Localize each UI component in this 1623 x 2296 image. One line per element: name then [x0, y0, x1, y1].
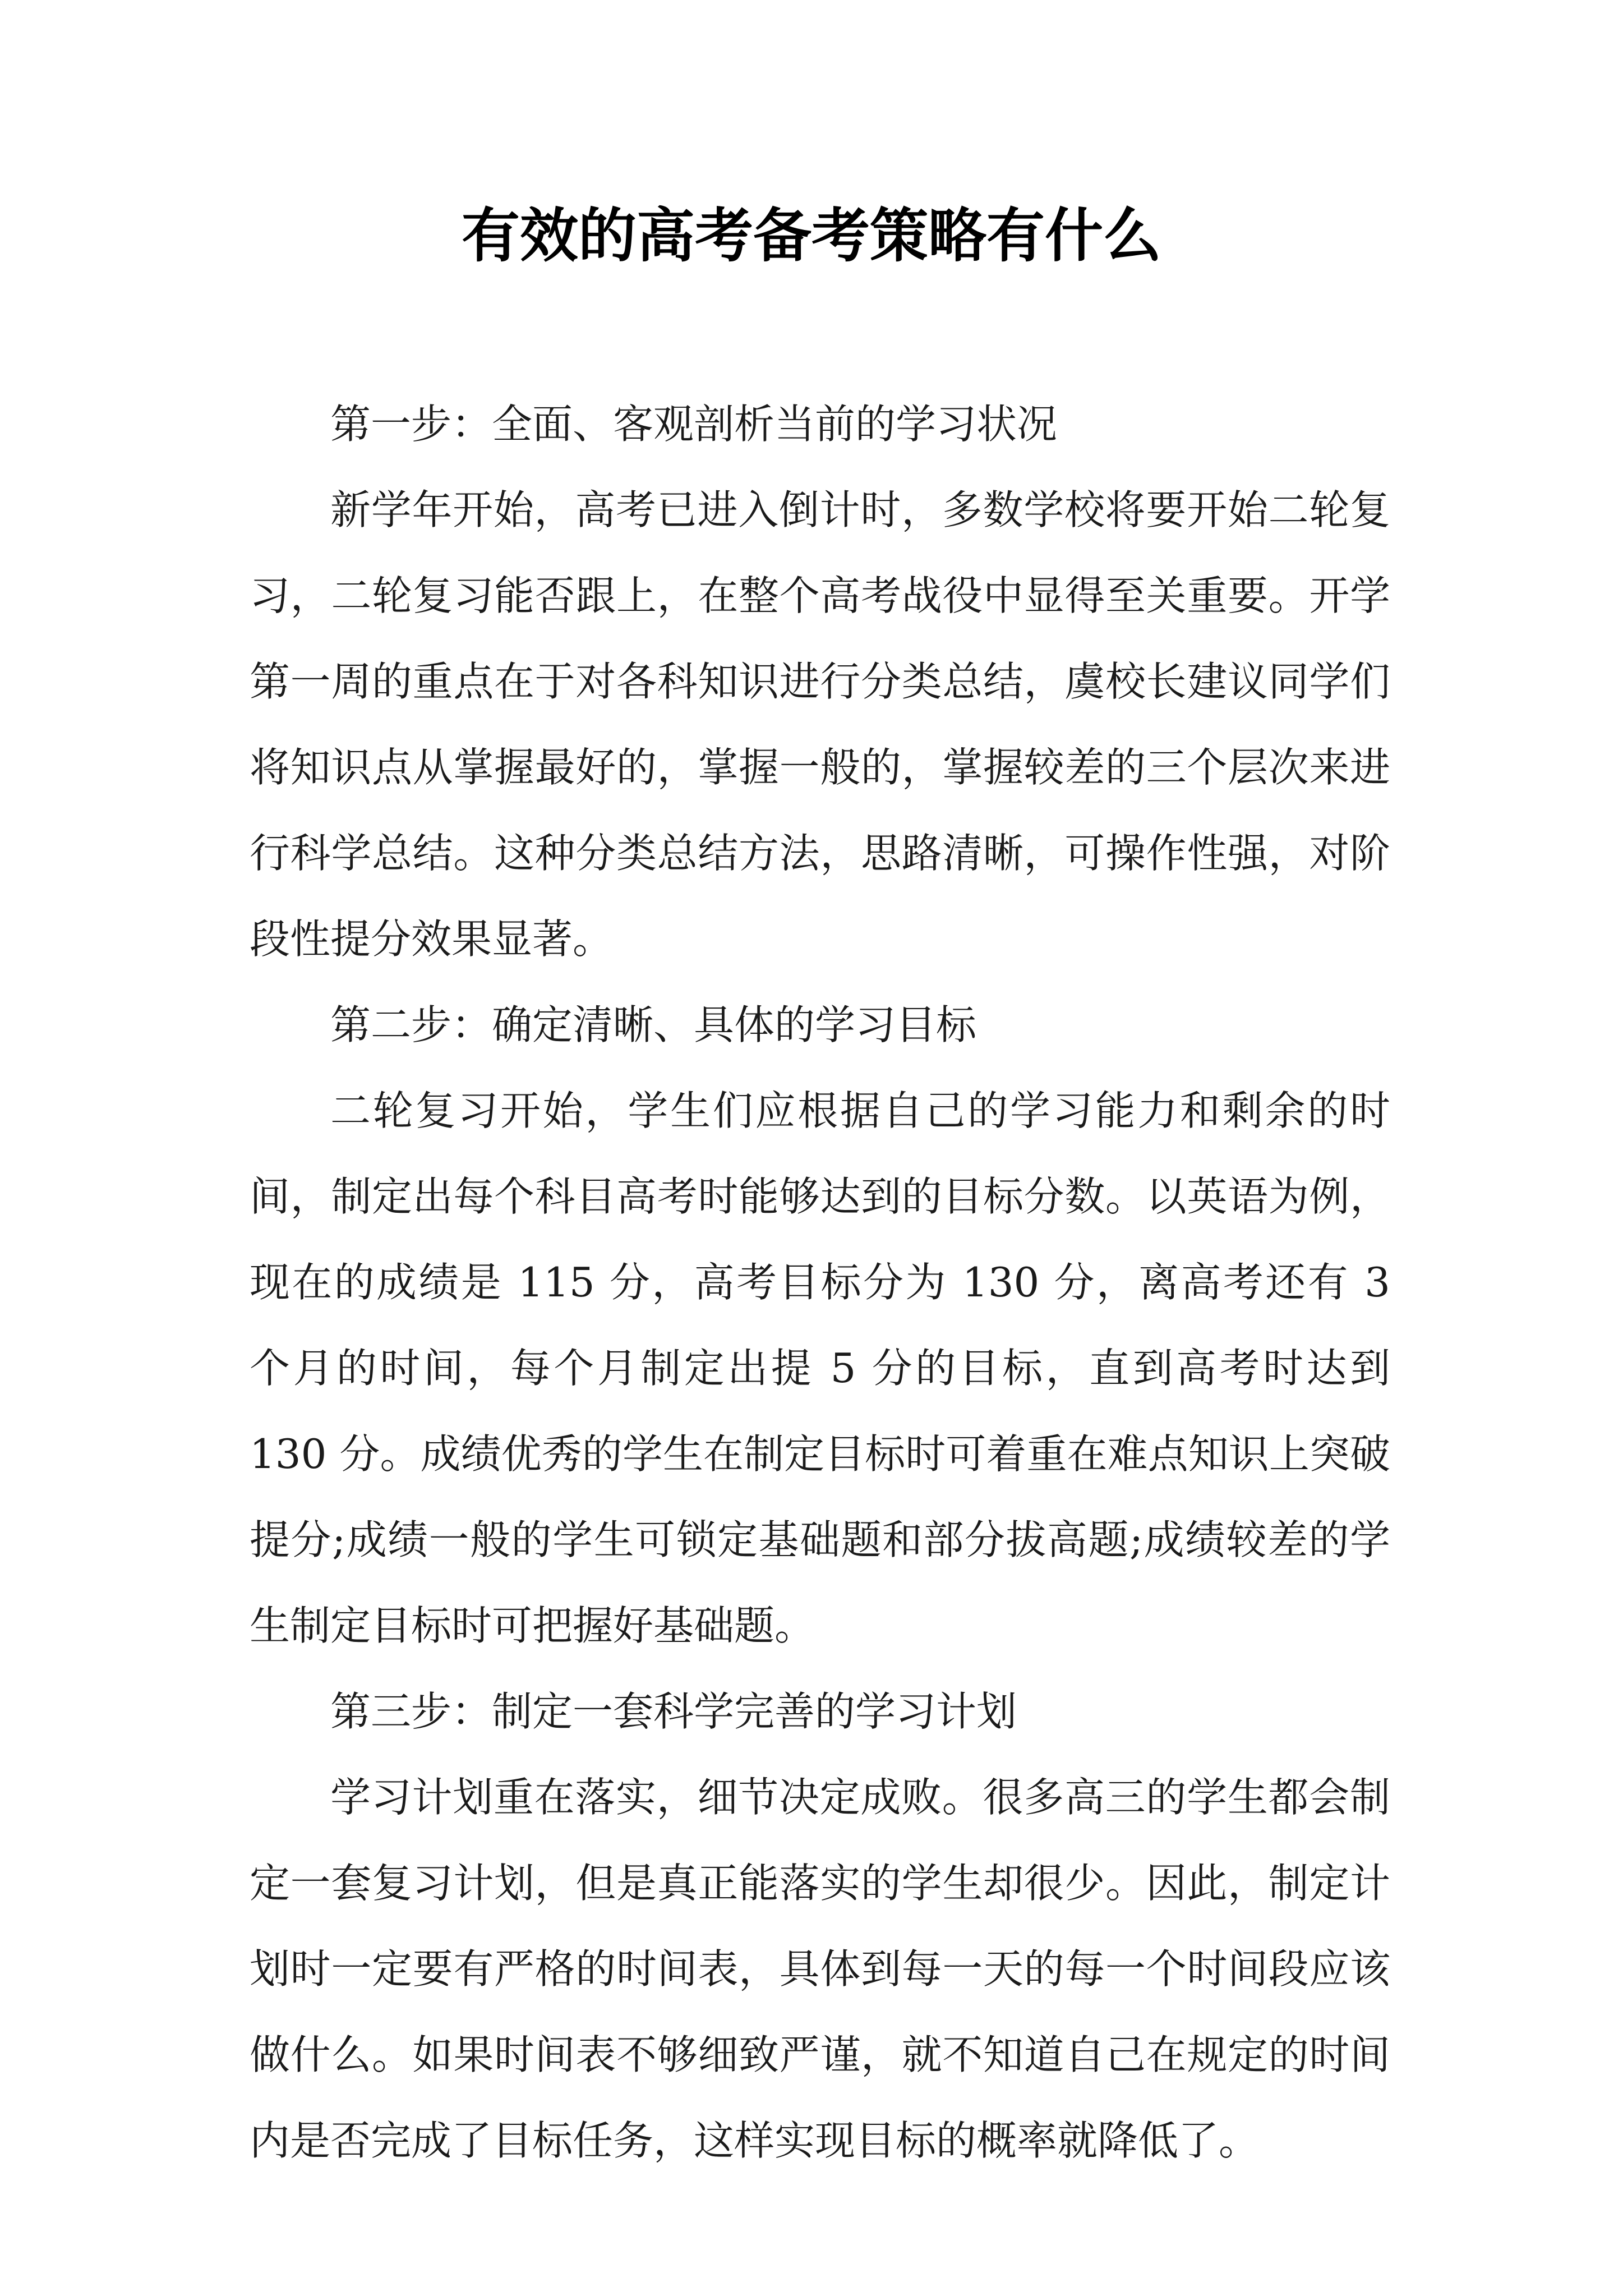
step-two-heading: 第二步：确定清晰、具体的学习目标 — [330, 1001, 977, 1048]
step-three-paragraph: 学习计划重在落实，细节决定成败。很多高三的学生都会制定一套复习计划，但是真正能落实的学生却很少。因此，制定计划时一定要有严格的时间表，具体到每一天的每一个时间段应该做什么。如果时间表不够细致严谨，就不知道自己在规定的时间内是否完成了目标任务，这样实现目标的概率就降低了。 — [250, 1774, 1390, 2164]
document-body — [250, 381, 1390, 2184]
step-two-paragraph: 二轮复习开始，学生们应根据自己的学习能力和剩余的时间，制定出每个科目高考时能够达到的目标分数。以英语为例，现在的成绩是 115 分，高考目标分为 130 分，离高考还有 3 个月的时间，每个月制定出提 5 分的目标，直到高考时达到 130 分。成绩优秀的学生在制定目标时可着重在难点知识上突破提分;成绩一般的学生可锁定基础题和部分拔高题;成绩较差的学生制定目标时可把握好基础题。 — [250, 1087, 1390, 1649]
step-one-heading: 第一步：全面、客观剖析当前的学习状况 — [330, 401, 1058, 448]
step-three-heading: 第三步：制定一套科学完善的学习计划 — [330, 1688, 1017, 1735]
document-title: 有效的高考备考策略有什么 — [461, 201, 1161, 270]
step-one-paragraph: 新学年开始，高考已进入倒计时，多数学校将要开始二轮复习，二轮复习能否跟上，在整个高考战役中显得至关重要。开学第一周的重点在于对各科知识进行分类总结，虞校长建议同学们将知识点从掌握最好的，掌握一般的，掌握较差的三个层次来进行科学总结。这种分类总结方法，思路清晰，可操作性强，对阶段性提分效果显著。 — [250, 486, 1390, 963]
